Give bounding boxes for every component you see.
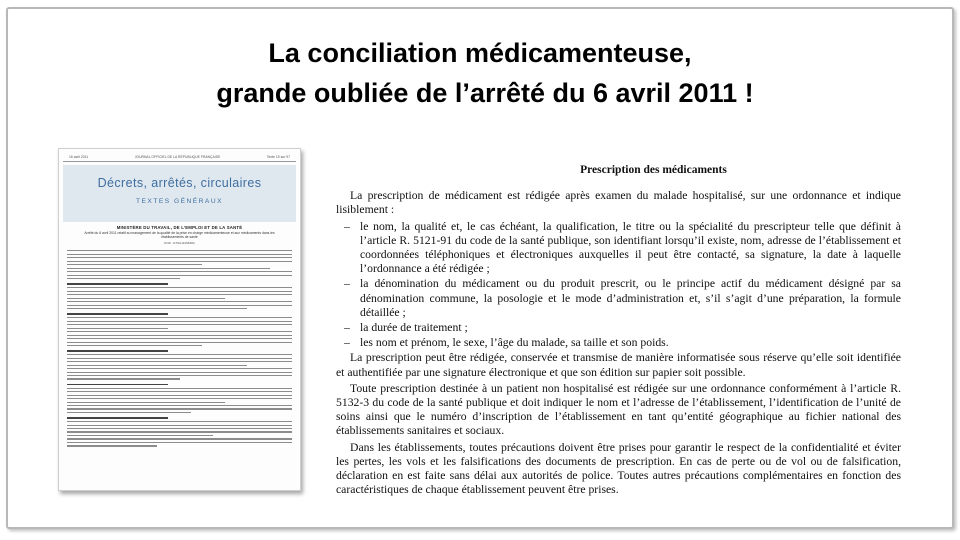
body-text-line — [67, 338, 292, 339]
body-text-line — [67, 271, 292, 272]
body-text-line — [67, 445, 157, 446]
body-text-line — [67, 391, 292, 392]
body-text-line — [67, 321, 292, 322]
body-text-line — [67, 435, 213, 436]
body-text-line — [67, 405, 292, 406]
journal-rubric-subtitle: TEXTES GÉNÉRAUX — [136, 198, 223, 205]
body-text-line — [67, 345, 202, 346]
body-text-line — [67, 331, 292, 332]
body-section-heading — [67, 384, 168, 386]
body-text-line — [67, 301, 292, 302]
body-text-line — [67, 395, 292, 396]
body-text-line — [67, 294, 292, 295]
extract-heading: Prescription des médicaments — [580, 164, 727, 176]
journal-ministry: MINISTÈRE DU TRAVAIL, DE L’EMPLOI ET DE LA SANTÉ — [116, 225, 243, 230]
body-text-line — [67, 375, 292, 376]
body-text-line — [67, 438, 292, 439]
body-text-line — [67, 287, 292, 288]
body-text-line — [67, 328, 168, 329]
body-text-line — [67, 442, 292, 443]
body-text-line — [67, 254, 292, 255]
body-section-heading — [67, 350, 168, 352]
body-text-line — [67, 268, 270, 269]
body-text-line — [67, 354, 292, 355]
body-text-line — [67, 291, 292, 292]
body-text-line — [67, 365, 247, 366]
body-text-line — [67, 317, 292, 318]
extract-intro: La prescription de médicament est rédigée après examen du malade hospitalisé, sur une ordonnance et indique lisiblement : — [336, 189, 901, 217]
body-text-line — [67, 372, 292, 373]
body-text-line — [67, 378, 180, 379]
body-text-line — [67, 368, 292, 369]
body-text-line — [67, 278, 180, 279]
body-text-line — [67, 361, 292, 362]
list-item: – la durée de traitement ; — [336, 321, 901, 335]
journal-rubric-title: Décrets, arrêtés, circulaires — [97, 176, 262, 190]
journal-date: 16 avril 2011 — [69, 155, 89, 159]
extract-paragraph-precautions: Dans les établissements, toutes précautions doivent être prises pour garantir le respect de la confidentialité et éviter les pertes, les vols et les falsifications des documents de prescription. En cas de perte ou de vol ou de falsification, déclaration en est faite sans délai aux autorités de police. Toutes autres précautions complémentaires en fonction des caractéristiques de chaque établissement peuvent être prises. — [336, 440, 901, 497]
body-text-line — [67, 261, 292, 262]
body-text-line — [67, 412, 191, 413]
body-text-line — [67, 305, 292, 306]
slide-title — [60, 33, 900, 113]
list-item: – la dénomination du médicament ou du produit prescrit, ou le principe actif du médicament désigné par sa dénomination commune, la posologie et le mode d’administration et, s’il s’agit d’une préparation, la formule détaillée ; — [336, 277, 901, 320]
body-section-heading — [67, 313, 168, 315]
body-text-line — [67, 250, 292, 251]
body-text-line — [67, 275, 292, 276]
body-text-line — [67, 342, 292, 343]
body-text-line — [67, 264, 202, 265]
body-text-line — [67, 308, 247, 309]
journal-text-ref: Texte 15 sur 97 — [266, 155, 290, 159]
body-text-line — [67, 257, 292, 258]
body-text-line — [67, 402, 225, 403]
journal-officiel-thumbnail — [58, 148, 301, 491]
body-text-line — [67, 358, 292, 359]
journal-masthead: JOURNAL OFFICIEL DE LA RÉPUBLIQUE FRANÇAISE — [134, 155, 221, 159]
slide-title-line-1: La conciliation médicamenteuse, — [268, 38, 692, 68]
extract-paragraph-electronic: La prescription peut être rédigée, conservée et transmise de manière informatisée sous réserve qu’elle soit identifiée et authentifiée par une signature électronique et que son édition sur papier soit possible. — [336, 351, 901, 379]
slide-title-line-2: grande oubliée de l’arrêté du 6 avril 2011 ! — [216, 78, 754, 108]
list-item: – les nom et prénom, le sexe, l’âge du malade, sa taille et son poids. — [336, 336, 901, 350]
body-text-line — [67, 335, 292, 336]
journal-nor: NOR : ETSH1109848A — [164, 240, 195, 245]
body-text-line — [67, 428, 292, 429]
body-text-line — [67, 425, 292, 426]
journal-rubric-banner — [63, 165, 296, 222]
body-text-line — [67, 408, 292, 409]
body-text-line — [67, 431, 292, 432]
extract-paragraph-outpatient: Toute prescription destinée à un patient non hospitalisé est rédigée sur une ordonnance conformément à l’article R. 5132-3 du code de la santé publique et doit indiquer le nom et l’adresse de l’établissement, l’identification de l’unité de soins ainsi que le numéro d’inscription de l’établissement en tant qu’entité géographique au fichier national des établissements sanitaires et sociaux. — [336, 381, 901, 438]
extract-list — [336, 220, 901, 351]
body-text-line — [67, 398, 292, 399]
journal-header — [63, 149, 296, 162]
list-item: – le nom, la qualité et, le cas échéant, la qualification, le titre ou la spécialité du prescripteur telle que définit à l’article R. 5121-91 du code de la santé publique, son identifiant lorsqu’il existe, nom, adresse de l’établissement et coordonnées téléphoniques et électroniques auxquelles il peut être contacté, sa signature, la date à laquelle l’ordonnance a été rédigée ; — [336, 220, 901, 277]
body-section-heading — [67, 283, 168, 285]
body-section-heading — [67, 417, 168, 419]
body-text-line — [67, 298, 225, 299]
body-text-line — [67, 388, 292, 389]
body-text-line — [67, 324, 292, 325]
prescription-extract — [336, 163, 901, 497]
journal-body-text — [59, 245, 300, 447]
journal-act-title: Arrêté du 6 avril 2011 relatif au management de la qualité de la prise en charge médicamenteuse et aux médicaments dans les établissements de santé — [84, 231, 275, 240]
body-text-line — [67, 421, 292, 422]
